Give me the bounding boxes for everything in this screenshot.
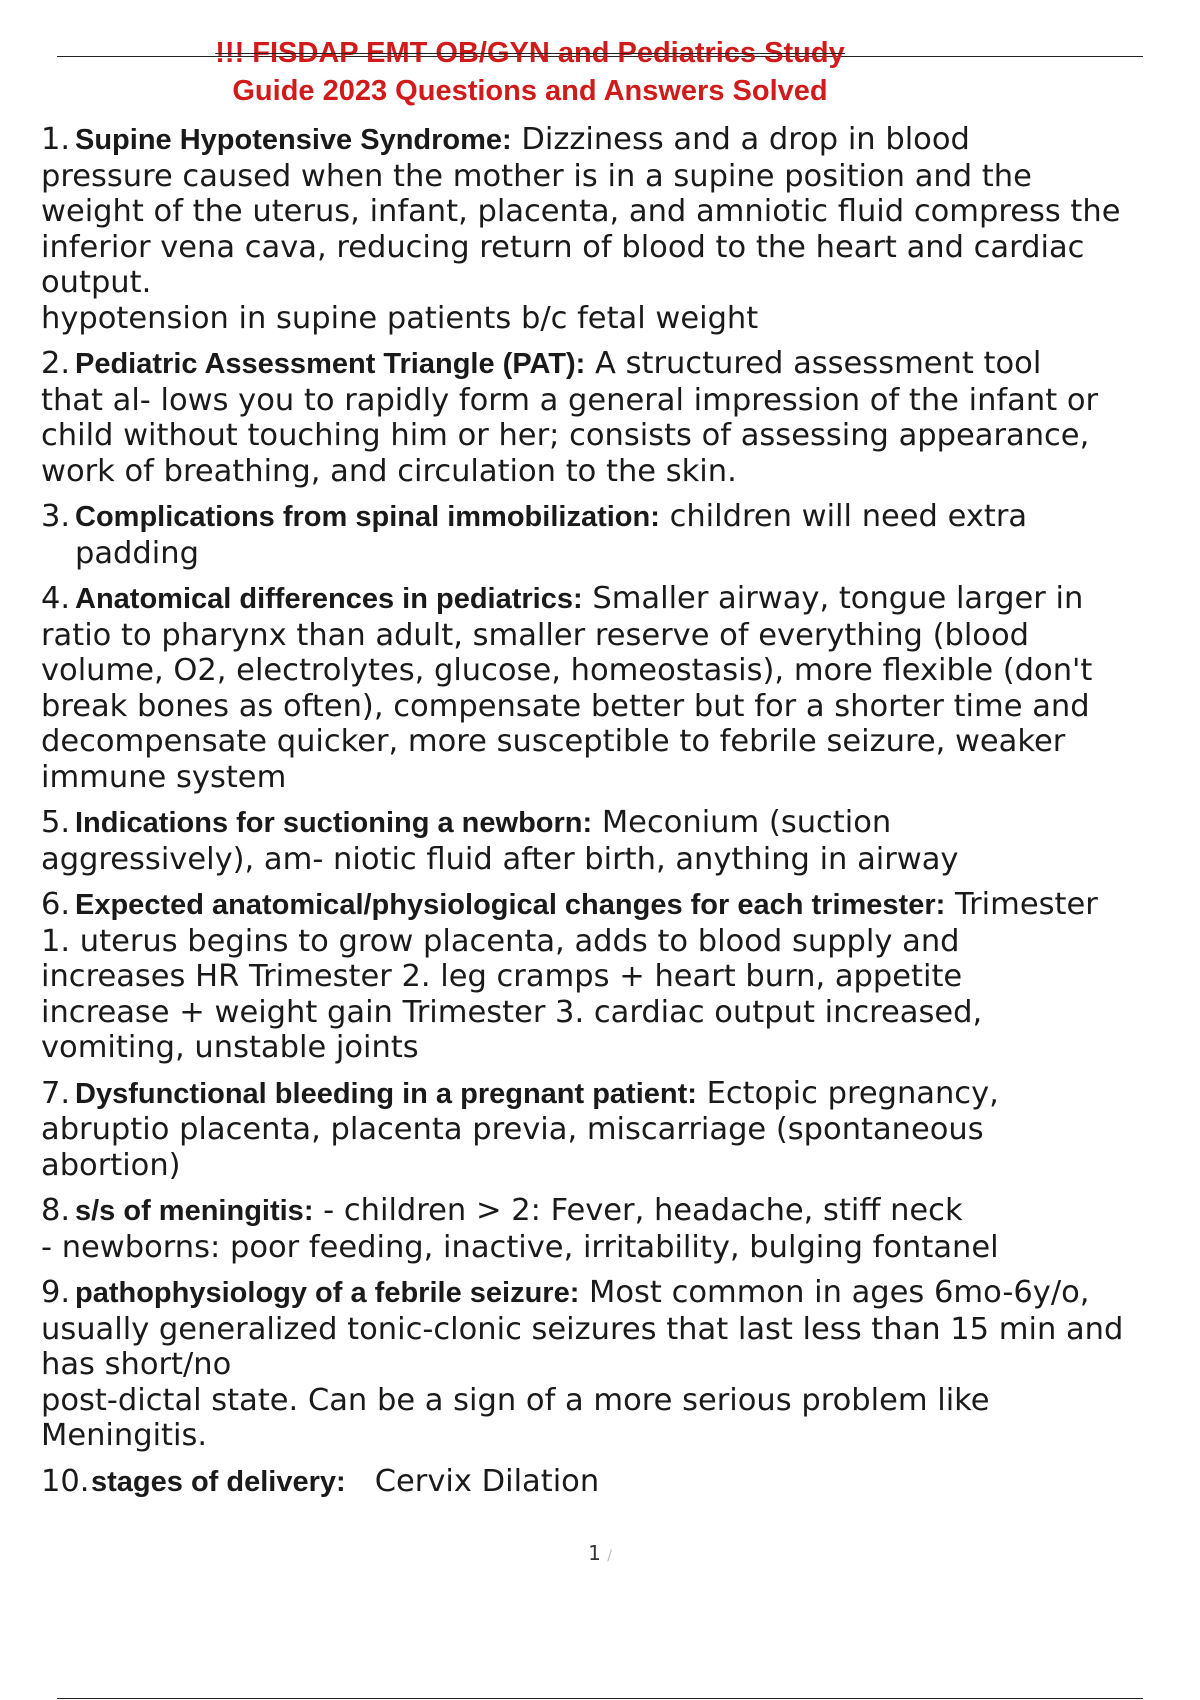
item-term: Pediatric Assessment Triangle (PAT): xyxy=(75,348,586,380)
item-text: decompensate quicker, more susceptible to febrile seizure, weaker xyxy=(41,724,1066,759)
item-text: ratio to pharynx than adult, smaller reserve of everything (blood xyxy=(41,617,1029,653)
item-term: Supine Hypotensive Syndrome: xyxy=(75,124,512,156)
list-item xyxy=(41,499,1200,571)
item-text: Trimester xyxy=(945,887,1098,922)
item-text: work of breathing, and circulation to the skin. xyxy=(41,453,737,489)
list-item xyxy=(41,1193,1200,1265)
item-text: aggressively), am- niotic fluid after birth, anything in airway xyxy=(41,841,959,877)
item-text: volume, O2, electrolytes, glucose, homeostasis), more flexible (don't xyxy=(41,653,1093,688)
document-title xyxy=(100,34,960,110)
item-text: Smaller airway, tongue larger in xyxy=(582,581,1084,616)
item-text: output. xyxy=(41,265,152,300)
item-text: Meconium (suction xyxy=(592,805,892,840)
item-text: Meningitis. xyxy=(41,1418,208,1453)
list-item xyxy=(41,805,1200,877)
list-item xyxy=(41,887,1200,1066)
item-text: - newborns: poor feeding, inactive, irritability, bulging fontanel xyxy=(41,1229,999,1265)
item-text: vomiting, unstable joints xyxy=(41,1030,419,1065)
list-item xyxy=(41,1275,1200,1454)
item-number: 9. xyxy=(41,1275,71,1310)
item-text: child without touching him or her; consists of assessing appearance, xyxy=(41,418,1090,453)
item-term: Anatomical differences in pediatrics: xyxy=(75,583,583,615)
title-line-2: Guide 2023 Questions and Answers Solved xyxy=(232,75,828,107)
page-number xyxy=(0,1541,1200,1565)
item-text: weight of the uterus, infant, placenta, and amniotic fluid compress the xyxy=(41,194,1121,229)
item-number: 7. xyxy=(41,1075,71,1111)
item-text: has short/no xyxy=(41,1347,232,1382)
item-term: Indications for suctioning a newborn: xyxy=(75,807,593,839)
item-text: children will need extra xyxy=(659,499,1028,534)
item-number: 3. xyxy=(41,499,71,534)
item-text: A structured assessment tool xyxy=(585,346,1042,381)
item-text: increase + weight gain Trimester 3. cardiac output increased, xyxy=(41,994,983,1030)
item-text: usually generalized tonic-clonic seizures that last less than 15 min and xyxy=(41,1311,1124,1347)
study-guide-list xyxy=(41,122,1200,1510)
list-item xyxy=(41,122,1200,336)
item-text: abruptio placenta, placenta previa, miscarriage (spontaneous xyxy=(41,1112,984,1147)
item-text: - children > 2: Fever, headache, stiff neck xyxy=(313,1193,963,1228)
item-number: 6. xyxy=(41,887,71,922)
item-text: Most common in ages 6mo-6y/o, xyxy=(579,1275,1090,1310)
item-term: Expected anatomical/physiological changes for each trimester: xyxy=(75,889,946,921)
page-marker: / xyxy=(607,1548,612,1564)
item-text: that al- lows you to rapidly form a general impression of the infant or xyxy=(41,382,1099,418)
item-text: Dizziness and a drop in blood xyxy=(511,122,970,157)
item-term: pathophysiology of a febrile seizure: xyxy=(75,1277,580,1309)
title-line-1: !!! FISDAP EMT OB/GYN and Pediatrics Study xyxy=(215,37,845,69)
item-number: 4. xyxy=(41,581,71,616)
item-text: increases HR Trimester 2. leg cramps + heart burn, appetite xyxy=(41,959,963,994)
item-text: Cervix Dilation xyxy=(345,1463,600,1499)
item-text: Ectopic pregnancy, xyxy=(696,1075,999,1111)
footer-rule xyxy=(57,1698,1143,1699)
list-item xyxy=(41,581,1200,795)
page-number-value: 1 xyxy=(588,1541,601,1565)
item-term: s/s of meningitis: xyxy=(75,1195,314,1227)
item-text: immune system xyxy=(41,759,287,795)
item-text: 1. uterus begins to grow placenta, adds to blood supply and xyxy=(41,923,960,959)
item-text: pressure caused when the mother is in a supine position and the xyxy=(41,158,1032,194)
item-term: Complications from spinal immobilization: xyxy=(75,501,660,533)
item-text: hypotension in supine patients b/c fetal weight xyxy=(41,300,759,336)
item-text: post-dictal state. Can be a sign of a more serious problem like xyxy=(41,1382,990,1418)
item-text: inferior vena cava, reducing return of blood to the heart and cardiac xyxy=(41,229,1085,265)
item-text: padding xyxy=(75,535,199,571)
item-text: abortion) xyxy=(41,1147,181,1183)
list-item xyxy=(41,1464,1200,1501)
item-number: 10. xyxy=(41,1463,90,1499)
item-term: stages of delivery: xyxy=(91,1465,346,1498)
item-number: 2. xyxy=(41,346,71,381)
item-term: Dysfunctional bleeding in a pregnant patient: xyxy=(75,1077,697,1110)
item-number: 8. xyxy=(41,1193,71,1228)
item-number: 1. xyxy=(41,122,71,157)
item-number: 5. xyxy=(41,805,71,840)
list-item xyxy=(41,1076,1200,1184)
list-item xyxy=(41,346,1200,489)
item-text: break bones as often), compensate better but for a shorter time and xyxy=(41,688,1090,724)
